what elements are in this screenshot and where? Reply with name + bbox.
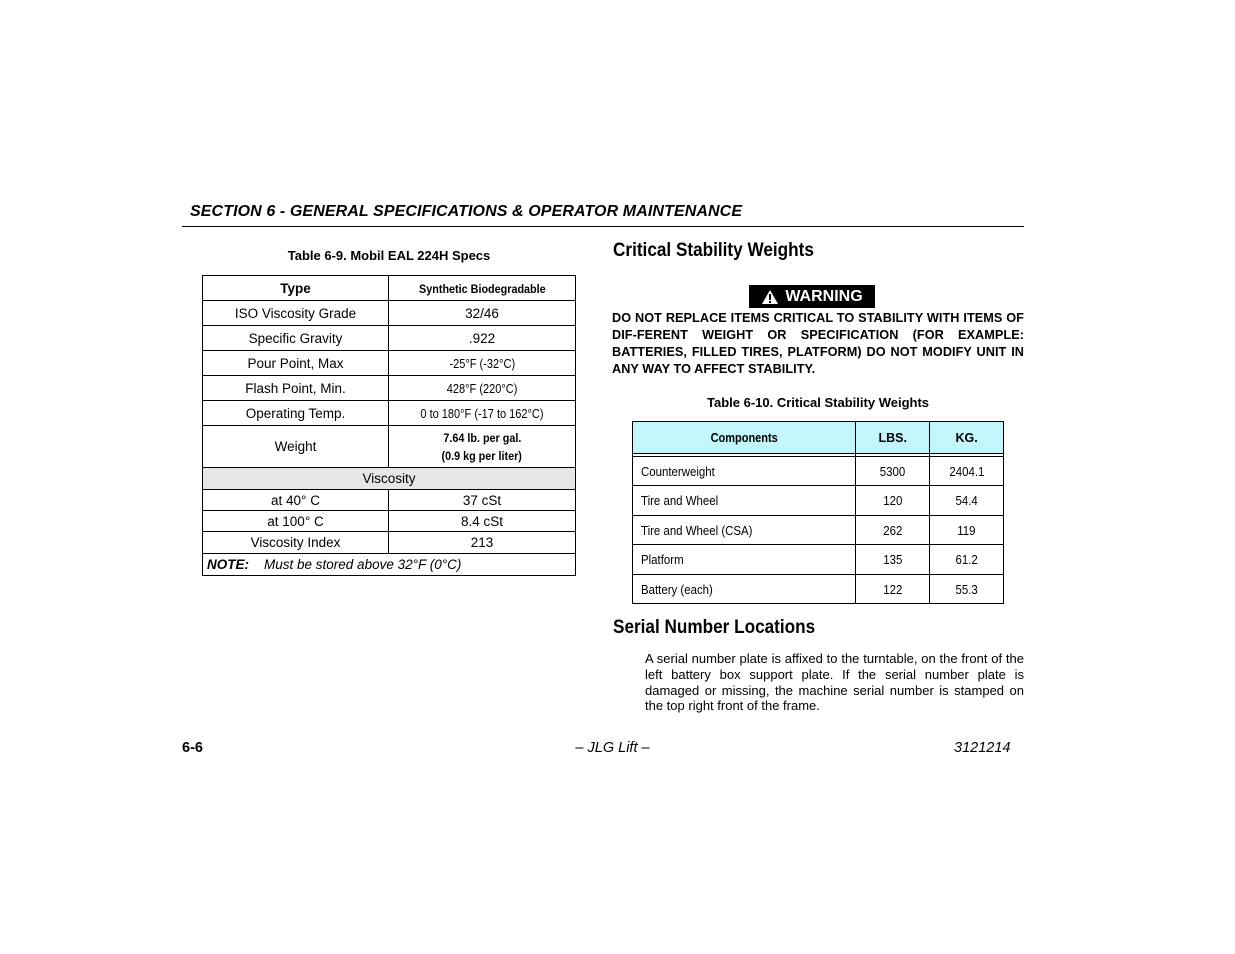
type-header: Type — [203, 276, 389, 301]
warning-badge — [749, 285, 875, 308]
row-label: Viscosity Index — [203, 532, 389, 554]
component-name: Counterweight — [641, 463, 715, 479]
table-row — [203, 301, 576, 326]
row-label: at 40° C — [203, 490, 389, 511]
warning-triangle-icon — [761, 289, 779, 305]
serial-number-text: A serial number plate is affixed to the turntable, on the front of the left battery box support plate. If the serial number plate is damaged or missing, the machine serial number is stamped on the top right front of the frame. — [645, 651, 1024, 714]
lbs-value: 5300 — [880, 463, 906, 479]
row-value: -25°F (-32°C) — [449, 356, 515, 371]
section-title: SECTION 6 - GENERAL SPECIFICATIONS & OPERATOR MAINTENANCE — [190, 203, 743, 220]
critical-stability-heading: Critical Stability Weights — [613, 239, 814, 261]
kg-value: 55.3 — [955, 581, 978, 597]
warning-text: DO NOT REPLACE ITEMS CRITICAL TO STABILITY WITH ITEMS OF DIF-FERENT WEIGHT OR SPECIFICATION (FOR EXAMPLE: BATTERIES, FILLED TIRES, PLATFORM) DO NOT MODIFY UNIT IN ANY WAY TO AFFECT STABILITY. — [612, 311, 1024, 376]
row-value: 428°F (220°C) — [446, 381, 518, 396]
component-name: Battery (each) — [641, 581, 713, 597]
kg-value: 2404.1 — [949, 463, 985, 479]
row-value: 213 — [389, 532, 576, 554]
weight-value-cell — [389, 426, 576, 468]
weight-value-line2: (0.9 kg per liter) — [441, 448, 523, 463]
kg-value: 61.2 — [955, 552, 978, 567]
serial-number-heading: Serial Number Locations — [613, 616, 816, 638]
page-number: 6-6 — [182, 740, 203, 756]
lbs-header: LBS. — [856, 422, 930, 454]
component-name: Tire and Wheel (CSA) — [641, 522, 753, 538]
weight-label: Weight — [203, 426, 389, 468]
kg-value: 54.4 — [955, 493, 978, 508]
kg-cell — [930, 486, 1004, 516]
table-row — [633, 486, 1004, 516]
lbs-cell — [856, 486, 930, 516]
row-value-cell — [389, 376, 576, 401]
table-row — [633, 457, 1004, 486]
row-value: 8.4 cSt — [389, 511, 576, 532]
component-cell — [633, 486, 856, 516]
row-value-cell — [389, 351, 576, 376]
row-value: 32/46 — [389, 301, 576, 326]
kg-cell — [930, 545, 1004, 575]
mobil-specs-table — [202, 275, 576, 576]
row-value: 37 cSt — [389, 490, 576, 511]
component-name: Platform — [641, 552, 684, 567]
table-row — [203, 532, 576, 554]
note-cell — [203, 554, 576, 576]
table1-caption: Table 6-9. Mobil EAL 224H Specs — [287, 248, 491, 263]
table-row — [633, 575, 1004, 604]
table-row — [203, 351, 576, 376]
table-row — [203, 490, 576, 511]
viscosity-group-row — [203, 468, 576, 490]
warning-label: WARNING — [785, 287, 863, 305]
row-label: ISO Viscosity Grade — [203, 301, 389, 326]
lbs-value: 122 — [883, 581, 903, 597]
note-label: NOTE: — [207, 557, 249, 572]
document-number: 3121214 — [954, 740, 1011, 756]
table-row — [633, 545, 1004, 575]
lbs-cell — [856, 545, 930, 575]
lbs-cell — [856, 457, 930, 486]
table-row-weight — [203, 426, 576, 468]
table-row — [203, 376, 576, 401]
row-label: at 100° C — [203, 511, 389, 532]
kg-cell — [930, 575, 1004, 604]
component-name: Tire and Wheel — [641, 493, 719, 508]
row-value: 0 to 180°F (-17 to 162°C) — [420, 406, 544, 421]
row-value: .922 — [389, 326, 576, 351]
component-cell — [633, 575, 856, 604]
row-value-cell — [389, 401, 576, 426]
kg-header: KG. — [930, 422, 1004, 454]
row-label: Flash Point, Min. — [203, 376, 389, 401]
viscosity-group-label: Viscosity — [203, 468, 576, 490]
note-row — [203, 554, 576, 576]
row-label: Operating Temp. — [203, 401, 389, 426]
component-cell — [633, 516, 856, 545]
footer-brand: – JLG Lift – — [575, 740, 650, 756]
kg-value: 119 — [957, 522, 976, 538]
component-cell — [633, 457, 856, 486]
table-row — [203, 401, 576, 426]
table-row — [633, 516, 1004, 545]
lbs-cell — [856, 516, 930, 545]
note-text: Must be stored above 32°F (0°C) — [264, 557, 462, 572]
table-header-row — [203, 276, 576, 301]
table2-caption: Table 6-10. Critical Stability Weights — [706, 395, 930, 410]
weight-value-line1: 7.64 lb. per gal. — [442, 430, 522, 445]
table-header-row — [633, 422, 1004, 454]
lbs-value: 135 — [883, 552, 903, 567]
synthetic-header-text: Synthetic Biodegradable — [418, 281, 546, 296]
table-row — [203, 511, 576, 532]
lbs-cell — [856, 575, 930, 604]
components-header — [633, 422, 856, 454]
kg-cell — [930, 516, 1004, 545]
row-label: Specific Gravity — [203, 326, 389, 351]
row-label: Pour Point, Max — [203, 351, 389, 376]
synthetic-header — [389, 276, 576, 301]
stability-weights-table — [632, 421, 1004, 604]
lbs-value: 120 — [883, 493, 903, 508]
lbs-value: 262 — [883, 522, 903, 538]
components-header-text: Components — [710, 430, 778, 445]
header-rule — [182, 226, 1024, 227]
table-row — [203, 326, 576, 351]
kg-cell — [930, 457, 1004, 486]
component-cell — [633, 545, 856, 575]
